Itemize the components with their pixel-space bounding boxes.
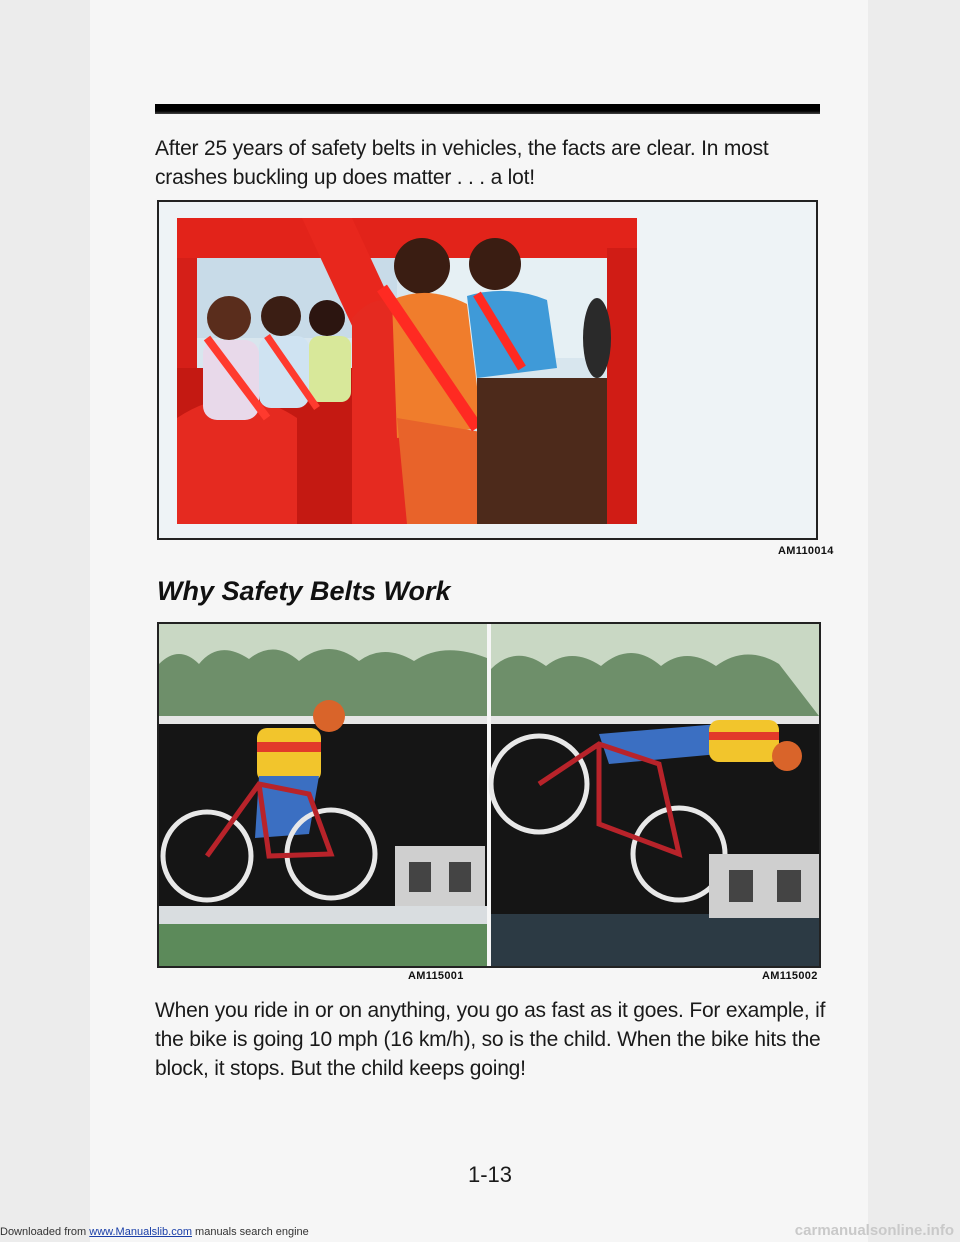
download-watermark (0, 1226, 309, 1238)
bike-illustration (159, 624, 819, 966)
manualslib-link[interactable]: www.Manualslib.com (89, 1226, 192, 1238)
intro-paragraph: After 25 years of safety belts in vehicles, the facts are clear. In most crashes buckling up does matter . . . a lot! (155, 137, 769, 189)
figure-bike-comparison (157, 622, 821, 968)
figure1-code: AM110014 (778, 545, 834, 557)
figure2-right-code: AM115002 (762, 970, 818, 982)
body-paragraph: When you ride in or on anything, you go as fast as it goes. For example, if the bike is going 10 mph (16 km/h), so is the child. When the bike hits the block, it stops. But the child keeps going! (155, 999, 826, 1080)
watermark-suffix: manuals search engine (191, 1226, 309, 1238)
bike-crash-panel (491, 624, 819, 966)
car-interior-illustration (177, 218, 637, 524)
section-heading: Why Safety Belts Work (157, 576, 451, 606)
watermark-prefix: Downloaded from (0, 1226, 90, 1238)
corner-watermark: carmanualsonline.info (794, 1222, 954, 1239)
page-number: 1-13 (467, 1162, 513, 1187)
top-rule (155, 104, 820, 114)
figure2-left-code: AM115001 (408, 970, 464, 982)
figure-family-in-car (157, 200, 818, 540)
bike-riding-panel (159, 624, 487, 966)
